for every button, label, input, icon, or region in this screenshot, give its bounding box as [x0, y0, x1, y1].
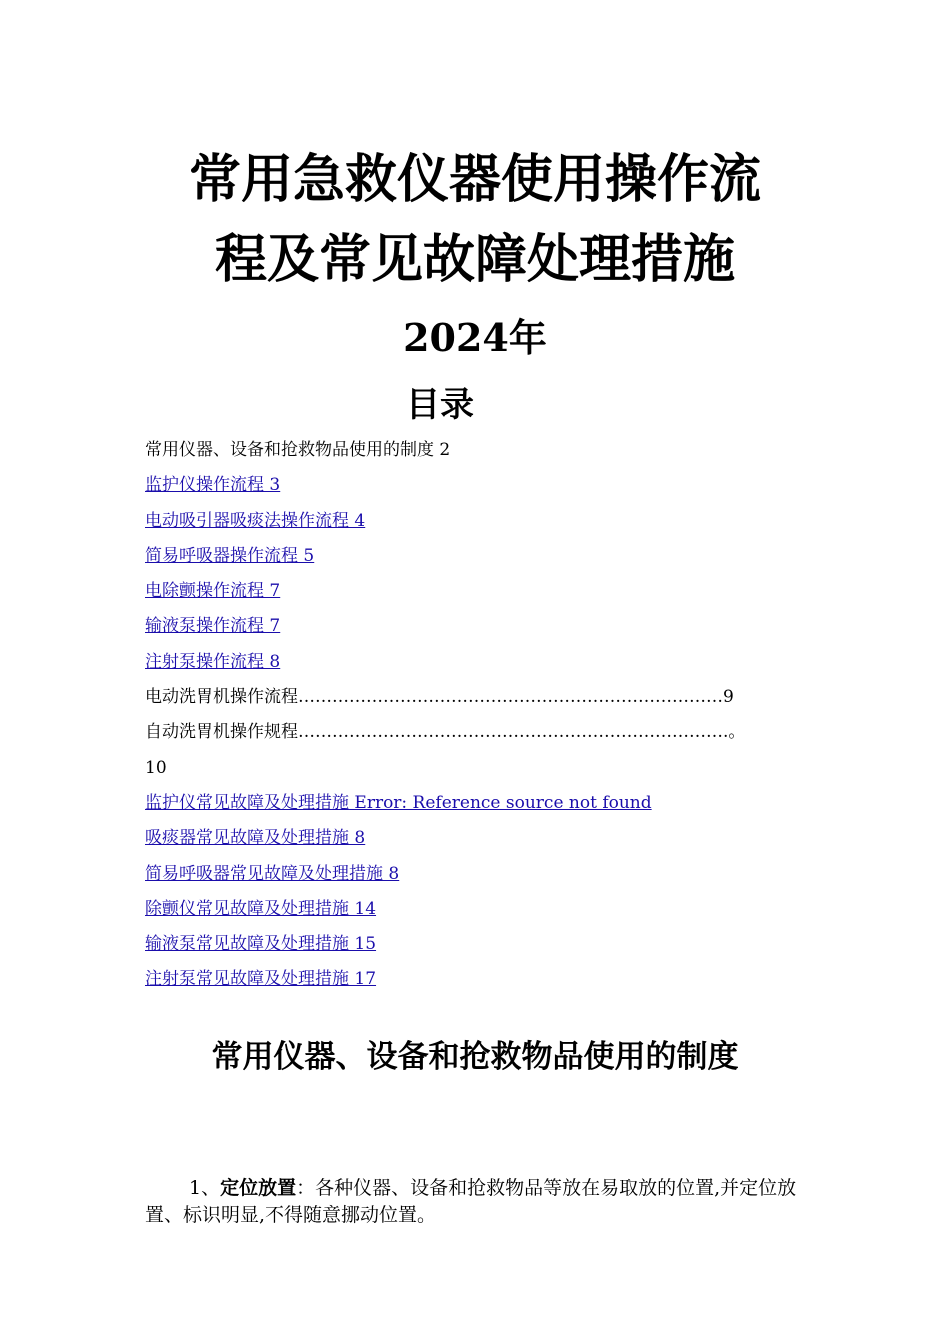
- toc-entry-text: 输液泵操作流程 7: [145, 616, 281, 637]
- document-title-line-2: 程及常见故障处理措施: [214, 230, 735, 290]
- toc-heading: 目录: [406, 385, 474, 425]
- toc-entry-text: 吸痰器常见故障及处理措施 8: [145, 828, 366, 849]
- toc-entry-text: 10: [145, 757, 167, 778]
- toc-link[interactable]: [145, 609, 825, 644]
- toc-entry-text: 常用仪器、设备和抢救物品使用的制度 2: [145, 440, 451, 460]
- document-title-line-1: 常用急救仪器使用操作流: [188, 150, 761, 210]
- toc-entry-text: 注射泵常见故障及处理措施 17: [145, 969, 377, 990]
- section-heading: 常用仪器、设备和抢救物品使用的制度: [211, 1039, 739, 1075]
- toc-link[interactable]: [145, 504, 825, 539]
- paragraph-label: 定位放置: [220, 1177, 297, 1199]
- toc-link[interactable]: [145, 821, 825, 856]
- toc-link[interactable]: [145, 962, 825, 997]
- toc-entry: [145, 715, 825, 750]
- toc-entry-text: 输液泵常见故障及处理措施 15: [145, 934, 377, 955]
- toc-entry-text: 简易呼吸器操作流程 5: [145, 545, 315, 566]
- toc-link[interactable]: [145, 857, 825, 892]
- toc-entry-text: 电动吸引器吸痰法操作流程 4: [145, 510, 366, 531]
- toc-entry-text: 注射泵操作流程 8: [145, 651, 281, 672]
- toc-link[interactable]: [145, 645, 825, 680]
- document-title: [0, 140, 950, 300]
- toc-entry-text: 电动洗胃机操作流程…………………………………………………………………9: [145, 687, 734, 708]
- toc-link[interactable]: [145, 786, 825, 821]
- toc-link[interactable]: [145, 574, 825, 609]
- section-paragraph-1: [145, 1175, 817, 1229]
- toc-entry: [145, 751, 825, 786]
- toc-link[interactable]: [145, 468, 825, 503]
- toc-link[interactable]: [145, 892, 825, 927]
- toc-entry-text: 电除颤操作流程 7: [145, 581, 281, 602]
- table-of-contents: [145, 433, 825, 998]
- toc-entry-text: 除颤仪常见故障及处理措施 14: [145, 898, 377, 919]
- toc-entry-text: 监护仪操作流程 3: [145, 475, 281, 496]
- document-year: 2024年: [403, 315, 547, 360]
- toc-link[interactable]: [145, 539, 825, 574]
- paragraph-text: 各种仪器、设备和抢救物品等放在易取放的位置,并定位放置、标识明显,不得随意挪动位置。: [145, 1177, 797, 1226]
- toc-entry: [145, 433, 825, 468]
- toc-entry-text: 自动洗胃机操作规程………………………………………………………………….。: [145, 722, 746, 743]
- paragraph-colon: ：: [296, 1177, 316, 1199]
- toc-entry-text: 监护仪常见故障及处理措施 Error: Reference source not found: [145, 792, 652, 813]
- paragraph-number: 1、: [189, 1177, 221, 1199]
- toc-link[interactable]: [145, 927, 825, 962]
- toc-entry-text: 简易呼吸器常见故障及处理措施 8: [145, 863, 400, 884]
- toc-entry: [145, 680, 825, 715]
